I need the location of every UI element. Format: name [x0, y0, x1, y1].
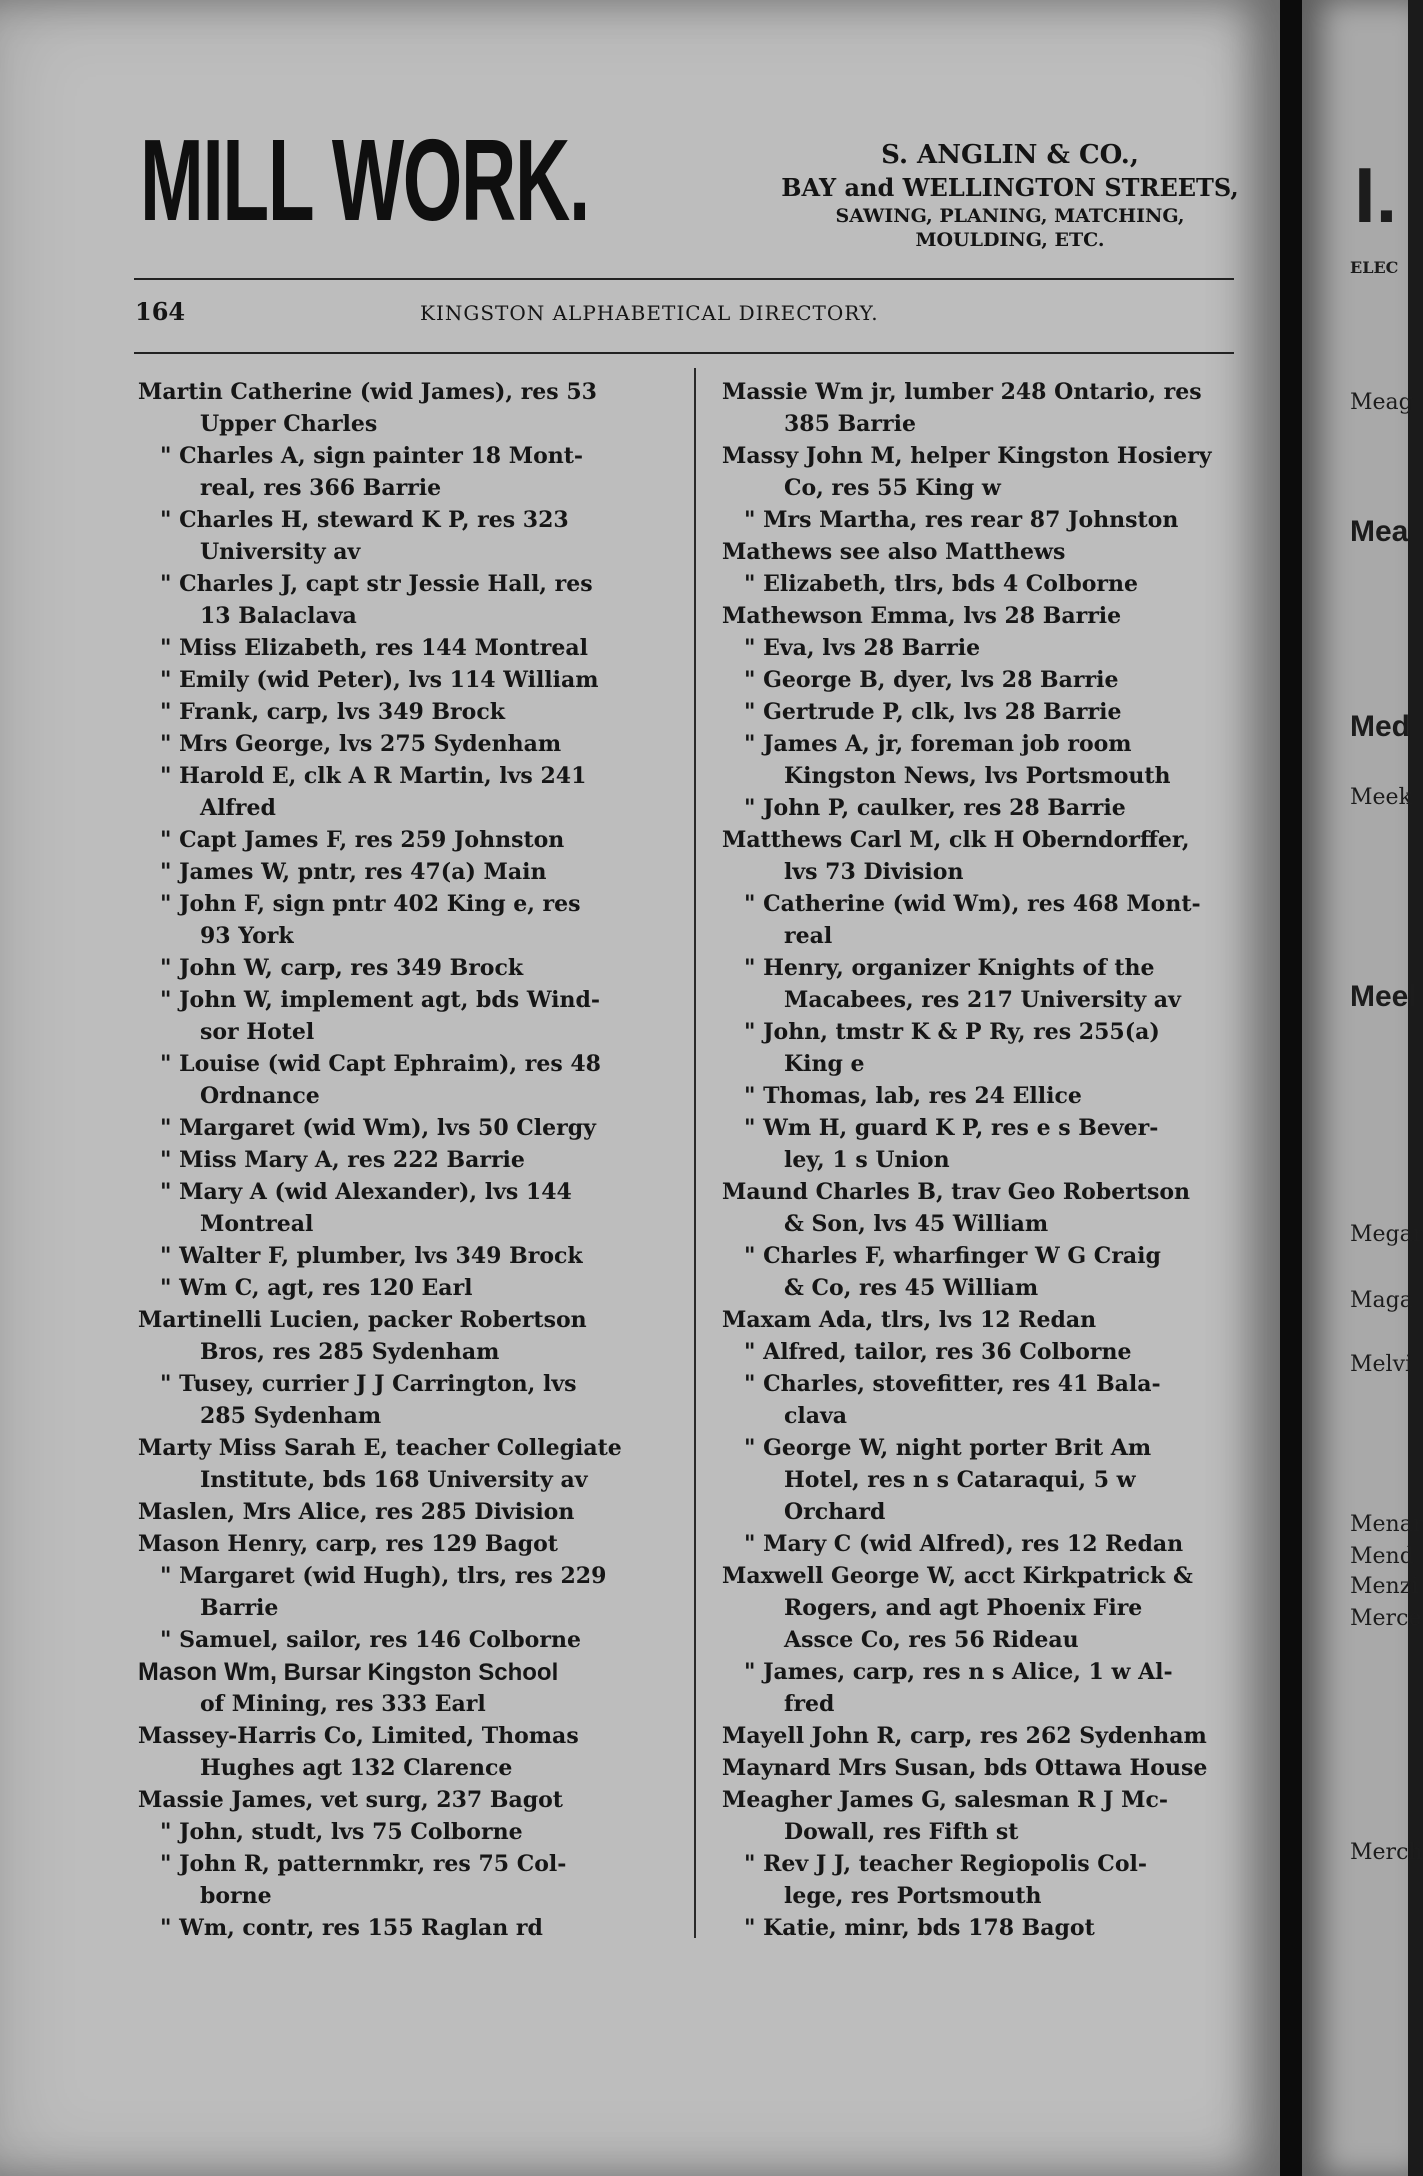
directory-entry	[138, 664, 673, 696]
directory-entry	[138, 1496, 673, 1528]
entry-line: Marty Miss Sarah E, teacher Collegiate	[138, 1435, 622, 1461]
header-top-rule	[134, 278, 1234, 280]
entry-line: " John, studt, lvs 75 Colborne	[160, 1819, 523, 1845]
entry-line: " James A, jr, foreman job room	[744, 731, 1132, 757]
entry-line: " Rev J J, teacher Regiopolis Col-	[744, 1851, 1147, 1877]
directory-entry	[722, 1432, 1242, 1528]
entry-continuation-line: Orchard	[784, 1499, 886, 1525]
directory-entry	[722, 1528, 1242, 1560]
directory-entry	[722, 824, 1242, 888]
ad-services-line1: SAWING, PLANING, MATCHING,	[835, 205, 1185, 227]
directory-entry	[722, 1848, 1242, 1912]
entry-line: Massy John M, helper Kingston Hosiery	[722, 443, 1212, 469]
directory-entry	[138, 696, 673, 728]
directory-entry	[138, 1368, 673, 1432]
directory-entry	[722, 1368, 1242, 1432]
entry-continuation-line: Ordnance	[200, 1083, 320, 1109]
directory-entry	[138, 1048, 673, 1112]
entry-continuation-line: 385 Barrie	[784, 411, 916, 437]
entry-line: " Louise (wid Capt Ephraim), res 48	[160, 1051, 601, 1077]
entry-continuation-line: fred	[784, 1691, 835, 1717]
page-number: 164	[135, 297, 186, 326]
next-page-fragment: Med	[1350, 710, 1410, 743]
next-page-fragment: I.	[1354, 151, 1398, 239]
next-page-fragment: Meek	[1350, 785, 1412, 810]
entry-line: " Gertrude P, clk, lvs 28 Barrie	[744, 699, 1122, 725]
entry-line: Massey-Harris Co, Limited, Thomas	[138, 1723, 579, 1749]
entry-continuation-line: University av	[200, 539, 361, 565]
entry-line: " Miss Mary A, res 222 Barrie	[160, 1147, 525, 1173]
entry-line: Mathewson Emma, lvs 28 Barrie	[722, 603, 1122, 629]
next-page-fragment: Megar	[1350, 1222, 1423, 1247]
entry-line: " Charles J, capt str Jessie Hall, res	[160, 571, 593, 597]
directory-entry	[722, 600, 1242, 632]
entry-line: " Charles, stovefitter, res 41 Bala-	[744, 1371, 1161, 1397]
entry-continuation-line: Hughes agt 132 Clarence	[200, 1755, 513, 1781]
directory-entry	[722, 1336, 1242, 1368]
entry-line: Maund Charles B, trav Geo Robertson	[722, 1179, 1191, 1205]
entry-line: " Mrs George, lvs 275 Sydenham	[160, 731, 562, 757]
entry-continuation-line: 13 Balaclava	[200, 603, 357, 629]
next-page-fragment: Meag	[1350, 390, 1413, 415]
anglin-advertisement	[760, 138, 1260, 252]
directory-entry	[138, 1848, 673, 1912]
entry-continuation-line: & Co, res 45 William	[784, 1275, 1039, 1301]
directory-entry	[138, 824, 673, 856]
directory-entry	[138, 1624, 673, 1656]
entry-continuation-line: Alfred	[200, 795, 276, 821]
entry-line: " John W, implement agt, bds Wind-	[160, 987, 601, 1013]
directory-entry	[138, 984, 673, 1048]
directory-entry	[722, 568, 1242, 600]
directory-entry	[138, 440, 673, 504]
entry-line: " Thomas, lab, res 24 Ellice	[744, 1083, 1082, 1109]
entry-line: " John, tmstr K & P Ry, res 255(a)	[744, 1019, 1160, 1045]
directory-entry	[138, 1304, 673, 1368]
directory-entry	[722, 1080, 1242, 1112]
directory-entry	[138, 1240, 673, 1272]
entry-continuation-line: Rogers, and agt Phoenix Fire	[784, 1595, 1143, 1621]
page-gutter	[1280, 0, 1302, 2176]
next-page-fragment: Merce	[1350, 1606, 1422, 1631]
entry-line: " Samuel, sailor, res 146 Colborne	[160, 1627, 581, 1653]
entry-line: " Charles A, sign painter 18 Mont-	[160, 443, 584, 469]
directory-entry	[138, 1112, 673, 1144]
entry-line: " Charles H, steward K P, res 323	[160, 507, 569, 533]
directory-entry	[722, 1784, 1242, 1848]
entry-continuation-line: Hotel, res n s Cataraqui, 5 w	[784, 1467, 1136, 1493]
directory-entry	[722, 1304, 1242, 1336]
next-page-fragment: ELEC	[1350, 258, 1399, 277]
directory-entry	[722, 536, 1242, 568]
entry-continuation-line: Montreal	[200, 1211, 314, 1237]
entry-line: " Alfred, tailor, res 36 Colborne	[744, 1339, 1132, 1365]
next-page-fragment: Maga	[1350, 1288, 1413, 1313]
entry-line: " James W, pntr, res 47(a) Main	[160, 859, 547, 885]
directory-entry	[722, 1752, 1242, 1784]
entry-line: " Catherine (wid Wm), res 468 Mont-	[744, 891, 1201, 917]
entry-continuation-line: of Mining, res 333 Earl	[200, 1691, 486, 1717]
directory-entry	[138, 856, 673, 888]
next-page-fragment: Meel	[1350, 980, 1417, 1013]
entry-line: " James, carp, res n s Alice, 1 w Al-	[744, 1659, 1173, 1685]
entry-line: " Mrs Martha, res rear 87 Johnston	[744, 507, 1179, 533]
directory-entry	[138, 1912, 673, 1944]
directory-entry	[138, 376, 673, 440]
entry-continuation-line: Upper Charles	[200, 411, 378, 437]
directory-entry	[722, 1240, 1242, 1304]
directory-entry	[138, 1816, 673, 1848]
entry-continuation-line: borne	[200, 1883, 272, 1909]
directory-entry	[722, 952, 1242, 1016]
entry-continuation-line: Assce Co, res 56 Rideau	[784, 1627, 1079, 1653]
entry-line: " Frank, carp, lvs 349 Brock	[160, 699, 505, 725]
entry-continuation-line: & Son, lvs 45 William	[784, 1211, 1049, 1237]
entry-continuation-line: Macabees, res 217 University av	[784, 987, 1181, 1013]
directory-entry	[138, 1560, 673, 1624]
entry-line: Mayell John R, carp, res 262 Sydenham	[722, 1723, 1207, 1749]
entry-continuation-line: ley, 1 s Union	[784, 1147, 950, 1173]
entry-line: " Wm C, agt, res 120 Earl	[160, 1275, 473, 1301]
directory-entry	[138, 1144, 673, 1176]
entry-line: Meagher James G, salesman R J Mc-	[722, 1787, 1168, 1813]
entry-line: " George B, dyer, lvs 28 Barrie	[744, 667, 1119, 693]
entry-line: " Katie, minr, bds 178 Bagot	[744, 1915, 1095, 1941]
directory-entry	[138, 1784, 673, 1816]
entry-line: " Eva, lvs 28 Barrie	[744, 635, 981, 661]
entry-line: Maslen, Mrs Alice, res 285 Division	[138, 1499, 575, 1525]
entry-continuation-line: Co, res 55 King w	[784, 475, 1001, 501]
ad-address: BAY and WELLINGTON STREETS,	[781, 173, 1239, 202]
entry-line: " Charles F, wharfinger W G Craig	[744, 1243, 1161, 1269]
entry-line: Martin Catherine (wid James), res 53	[138, 379, 597, 405]
entry-continuation-line: sor Hotel	[200, 1019, 315, 1045]
next-page-fragment: Menar	[1350, 1512, 1423, 1537]
entry-line: Maynard Mrs Susan, bds Ottawa House	[722, 1755, 1208, 1781]
entry-line: " Mary C (wid Alfred), res 12 Redan	[744, 1531, 1184, 1557]
entry-line: " Emily (wid Peter), lvs 114 William	[160, 667, 599, 693]
bold-entry-rest: Bursar Kingston School	[276, 1659, 559, 1686]
entry-line: " Henry, organizer Knights of the	[744, 955, 1155, 981]
next-page-fragment: Merch	[1350, 1840, 1423, 1865]
directory-entry	[138, 1272, 673, 1304]
entry-line: " John P, caulker, res 28 Barrie	[744, 795, 1126, 821]
directory-entry	[138, 504, 673, 568]
directory-entry	[138, 888, 673, 952]
directory-entry	[722, 504, 1242, 536]
directory-entry	[138, 1528, 673, 1560]
directory-entry	[138, 1432, 673, 1496]
column-divider	[694, 368, 696, 1938]
entry-line: Matthews Carl M, clk H Oberndorffer,	[722, 827, 1190, 853]
entry-line: " Walter F, plumber, lvs 349 Brock	[160, 1243, 583, 1269]
entry-continuation-line: lvs 73 Division	[784, 859, 964, 885]
entry-line: Massie James, vet surg, 237 Bagot	[138, 1787, 563, 1813]
entry-line: " Capt James F, res 259 Johnston	[160, 827, 565, 853]
adjacent-page-fragment	[1302, 0, 1423, 2176]
directory-entry	[722, 632, 1242, 664]
entry-continuation-line: lege, res Portsmouth	[784, 1883, 1042, 1909]
next-page-fragment: Mea	[1350, 515, 1409, 548]
entry-line: Mason Henry, carp, res 129 Bagot	[138, 1531, 558, 1557]
directory-entry	[722, 696, 1242, 728]
directory-entry	[138, 632, 673, 664]
directory-entry	[722, 1560, 1242, 1656]
directory-entry	[138, 728, 673, 760]
entry-line: " John W, carp, res 349 Brock	[160, 955, 524, 981]
entry-line: " George W, night porter Brit Am	[744, 1435, 1152, 1461]
directory-entry	[138, 760, 673, 824]
entry-line: " John R, patternmkr, res 75 Col-	[160, 1851, 567, 1877]
directory-entry	[722, 376, 1242, 440]
entry-line: " Miss Elizabeth, res 144 Montreal	[160, 635, 588, 661]
entry-line: " Mary A (wid Alexander), lvs 144	[160, 1179, 572, 1205]
entry-line: " Margaret (wid Wm), lvs 50 Clergy	[160, 1115, 596, 1141]
entry-line: " Tusey, currier J J Carrington, lvs	[160, 1371, 577, 1397]
header-bottom-rule	[134, 352, 1234, 354]
entry-continuation-line: real, res 366 Barrie	[200, 475, 442, 501]
directory-entry	[138, 1176, 673, 1240]
entry-continuation-line: Kingston News, lvs Portsmouth	[784, 763, 1171, 789]
directory-entry	[722, 1176, 1242, 1240]
entry-continuation-line: clava	[784, 1403, 848, 1429]
left-column	[138, 376, 673, 1944]
entry-continuation-line: Institute, bds 168 University av	[200, 1467, 588, 1493]
entry-line: " Harold E, clk A R Martin, lvs 241	[160, 763, 587, 789]
directory-entry	[138, 952, 673, 984]
entry-continuation-line: real	[784, 923, 833, 949]
directory-entry	[138, 1720, 673, 1784]
directory-entry	[722, 1112, 1242, 1176]
directory-entry	[722, 792, 1242, 824]
entry-line: Maxwell George W, acct Kirkpatrick &	[722, 1563, 1193, 1589]
entry-continuation-line: King e	[784, 1051, 865, 1077]
entry-continuation-line: Barrie	[200, 1595, 279, 1621]
directory-entry	[138, 568, 673, 632]
entry-line: Martinelli Lucien, packer Robertson	[138, 1307, 587, 1333]
entry-line: " Wm, contr, res 155 Raglan rd	[160, 1915, 543, 1941]
ad-company-name: S. ANGLIN & CO.,	[881, 140, 1139, 170]
ad-services-line2: MOULDING, ETC.	[915, 229, 1105, 251]
entry-line: " Margaret (wid Hugh), tlrs, res 229	[160, 1563, 607, 1589]
directory-entry	[722, 1656, 1242, 1720]
directory-entry	[138, 1656, 673, 1720]
directory-entry	[722, 888, 1242, 952]
directory-entry	[722, 1912, 1242, 1944]
entry-line: " John F, sign pntr 402 King e, res	[160, 891, 581, 917]
entry-continuation-line: Dowall, res Fifth st	[784, 1819, 1019, 1845]
next-page-fragment: Menzi	[1350, 1574, 1419, 1599]
directory-entry	[722, 728, 1242, 792]
directory-entry	[722, 1016, 1242, 1080]
bold-entry-name: Mason Wm,	[138, 1658, 277, 1686]
next-page-fragment: Melvi	[1350, 1352, 1413, 1377]
entry-line	[138, 1656, 673, 1688]
entry-continuation-line: Bros, res 285 Sydenham	[200, 1339, 500, 1365]
directory-entry	[722, 440, 1242, 504]
directory-entry	[722, 1720, 1242, 1752]
next-page-fragment: Mend	[1350, 1544, 1414, 1569]
entry-continuation-line: 285 Sydenham	[200, 1403, 382, 1429]
entry-line: " Wm H, guard K P, res e s Bever-	[744, 1115, 1159, 1141]
running-head: KINGSTON ALPHABETICAL DIRECTORY.	[420, 301, 879, 325]
directory-entry	[722, 664, 1242, 696]
right-column	[722, 376, 1242, 1944]
entry-line: Mathews see also Matthews	[722, 539, 1066, 565]
mill-work-ad-title: MILL WORK.	[140, 115, 589, 245]
entry-line: Maxam Ada, tlrs, lvs 12 Redan	[722, 1307, 1097, 1333]
entry-line: Massie Wm jr, lumber 248 Ontario, res	[722, 379, 1202, 405]
entry-line: " Elizabeth, tlrs, bds 4 Colborne	[744, 571, 1138, 597]
entry-continuation-line: 93 York	[200, 923, 294, 949]
